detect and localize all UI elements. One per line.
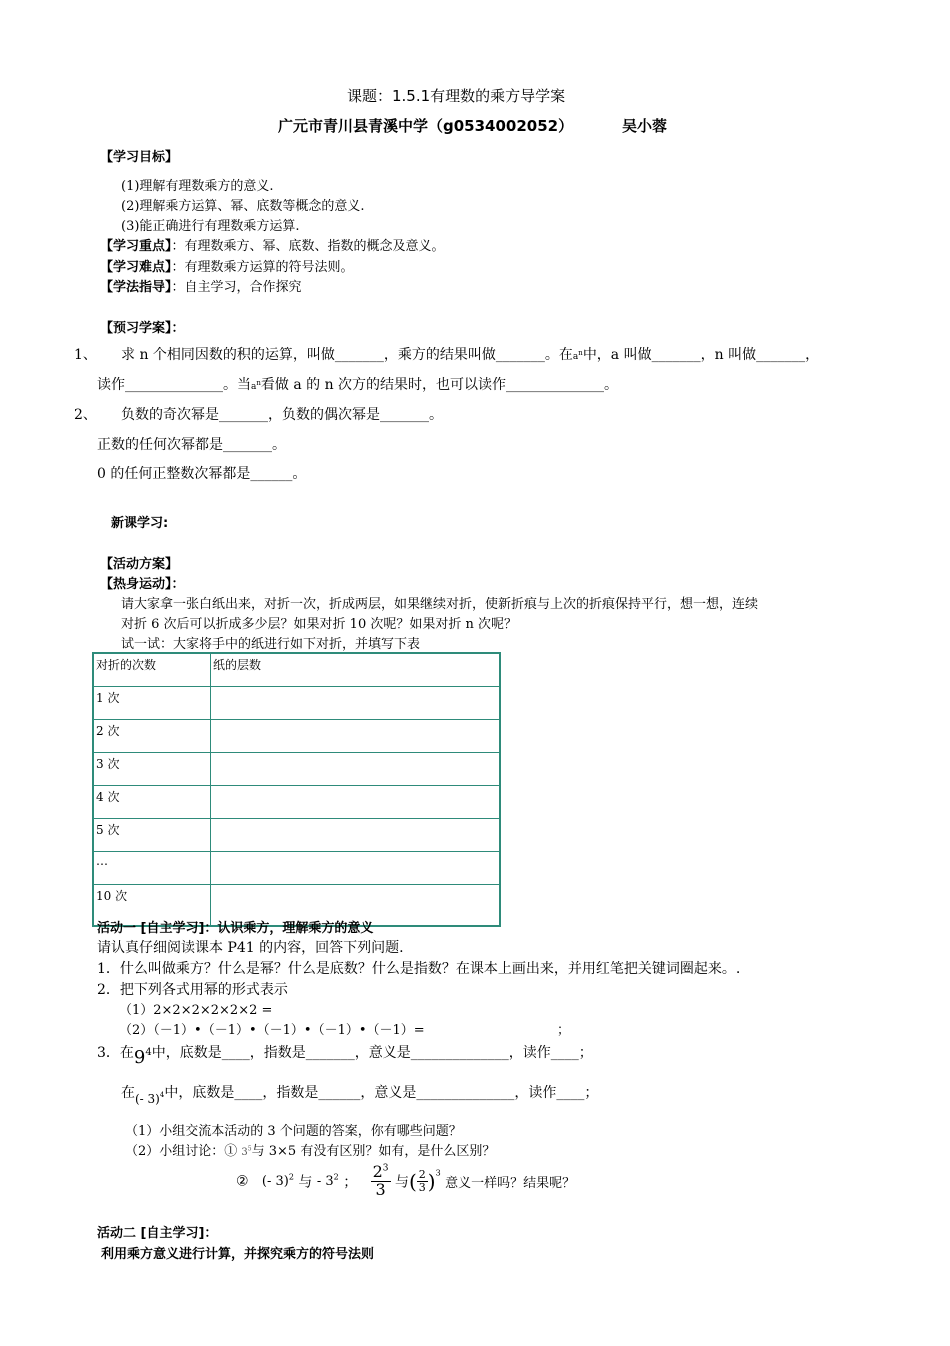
table-row bbox=[93, 786, 500, 819]
question-number: 1、 bbox=[74, 347, 97, 363]
table-cell: 4 次 bbox=[93, 786, 211, 819]
and-word: 与 bbox=[298, 1174, 313, 1191]
table-row bbox=[93, 720, 500, 753]
separator: ； bbox=[343, 1174, 358, 1191]
discussion-1: （1）小组交流本活动的 3 个问题的答案，你有哪些问题？ bbox=[125, 1124, 462, 1139]
table-row bbox=[93, 753, 500, 786]
power-symbol: $a^n$ bbox=[251, 379, 261, 392]
table-cell: 10 次 bbox=[93, 885, 211, 927]
preview-q1-text-c: 读作______________。当 bbox=[97, 377, 251, 393]
difficulty-label: 【学习难点】 bbox=[100, 260, 172, 275]
activity1-q2: 2．把下列各式用幂的形式表示 bbox=[97, 982, 288, 998]
preview-q1-text-d: 看做 a 的 n 次方的结果时，也可以读作______________。 bbox=[260, 377, 619, 393]
q3-prefix: 3．在 bbox=[97, 1045, 134, 1061]
question-number: 2、 bbox=[74, 407, 97, 423]
activity1-q2-1: （1）2×2×2×2×2×2 = bbox=[119, 1003, 273, 1018]
activity2-text: 利用乘方意义进行计算，并探究乘方的符号法则 bbox=[101, 1247, 375, 1262]
activity1-q3 bbox=[97, 1042, 593, 1068]
discussion-2 bbox=[125, 1140, 495, 1159]
activity1-q3b bbox=[121, 1082, 598, 1106]
warmup-heading: 【热身运动】： bbox=[100, 577, 185, 592]
table-cell: 2 次 bbox=[93, 720, 211, 753]
discussion-2-text: 与 3×5 有没有区别？如有，是什么区别？ bbox=[251, 1144, 496, 1159]
author-name: 吴小蓉 bbox=[622, 117, 668, 135]
power-symbol: $a^n$ bbox=[572, 349, 583, 362]
goals-heading: 【学习目标】 bbox=[100, 150, 179, 165]
focus-line bbox=[100, 235, 445, 254]
activity-plan-heading: 【活动方案】 bbox=[100, 557, 179, 572]
table-input-cell[interactable] bbox=[211, 819, 501, 852]
expr-minus-three-sq: - $3^2$ bbox=[316, 1173, 339, 1190]
activity1-heading: 活动一 [自主学习]：认识乘方，理解乘方的意义 bbox=[97, 921, 374, 936]
warmup-paragraph-2: 对折 6 次后可以折成多少层？如果对折 10 次呢？如果对折 n 次呢？ bbox=[121, 617, 517, 632]
method-line bbox=[100, 276, 302, 295]
try-it-text: 试一试：大家将手中的纸进行如下对折，并填写下表 bbox=[121, 637, 421, 652]
expr-neg-three-sq: (- 3)$^2$ bbox=[261, 1173, 294, 1190]
activity1-q1: 1．什么叫做乘方？什么是幂？什么是底数？什么是指数？在课本上画出来，并用红笔把关键词圈起来。. bbox=[97, 961, 741, 977]
table-row bbox=[93, 819, 500, 852]
focus-text: ：有理数乘方、幂、底数、指数的概念及意义。 bbox=[171, 239, 445, 254]
activity2-heading: 活动二 [自主学习]： bbox=[97, 1226, 218, 1241]
table-cell: 5 次 bbox=[93, 819, 211, 852]
power-neg-three: (- 3)$^4$ bbox=[135, 1091, 165, 1106]
fraction-exponent: 3 bbox=[435, 1168, 441, 1178]
goal-item: (1)理解有理数乘方的意义. bbox=[121, 179, 274, 194]
power-nine: $9^4$ bbox=[133, 1047, 152, 1068]
difficulty-text: ：有理数乘方运算的符号法则。 bbox=[171, 260, 354, 275]
focus-label: 【学习重点】 bbox=[100, 239, 172, 254]
q3b-prefix: 在 bbox=[121, 1085, 135, 1101]
table-input-cell[interactable] bbox=[211, 786, 501, 819]
table-cell: 1 次 bbox=[93, 687, 211, 720]
q3b-rest: 中，底数是____，指数是______，意义是______________，读作____； bbox=[164, 1085, 599, 1101]
discussion-3: ② (- 3)$^2$ 与 - $3^2$ ； $\frac{2^3}{3}$ 与( $\frac{2}{3}$ )$^3$ 意义一样吗？结果呢？ bbox=[236, 1162, 576, 1199]
preview-q2-c: 0 的任何正整数次幂都是______。 bbox=[97, 466, 307, 482]
table-header-cell: 纸的层数 bbox=[211, 653, 501, 687]
table-input-cell[interactable] bbox=[211, 852, 501, 885]
preview-q1-text-b: 中，a 叫做_______，n 叫做_______， bbox=[582, 347, 820, 363]
preview-q1-line1 bbox=[121, 344, 819, 364]
fold-table bbox=[92, 652, 501, 927]
fraction-two-thirds: $\frac{2}{3}$ bbox=[418, 1168, 426, 1194]
preview-heading: 【预习学案】： bbox=[100, 321, 185, 336]
activity1-q2-2-end: ； bbox=[557, 1023, 571, 1038]
preview-q1-text-a: 求 n 个相同因数的积的运算，叫做_______，乘方的结果叫做_______。在 bbox=[121, 347, 573, 363]
table-cell: 3 次 bbox=[93, 753, 211, 786]
table-input-cell[interactable] bbox=[211, 687, 501, 720]
school-info: 广元市青川县青溪中学（g0534002052） bbox=[278, 117, 574, 135]
table-row bbox=[93, 852, 500, 885]
new-lesson-heading: 新课学习: bbox=[111, 516, 169, 531]
preview-q2-b: 正数的任何次幂都是_______。 bbox=[97, 437, 286, 453]
discussion-2-prefix: （2）小组讨论：① bbox=[125, 1144, 238, 1159]
activity1-q2-2: （2）（－1）•（－1）•（－1）•（－1）•（－1）= bbox=[119, 1023, 425, 1038]
and-word: 与 bbox=[394, 1174, 409, 1191]
table-header-row bbox=[93, 653, 500, 687]
circle-two-marker: ② bbox=[236, 1173, 249, 1190]
page-title: 课题：1.5.1有理数的乘方导学案 bbox=[347, 87, 566, 105]
warmup-paragraph-1: 请大家拿一张白纸出来，对折一次，折成两层，如果继续对折，使新折痕与上次的折痕保持平行，想一想，连续 bbox=[121, 597, 759, 612]
table-input-cell[interactable] bbox=[211, 753, 501, 786]
activity1-intro: 请认真仔细阅读课本 P41 的内容，回答下列问题. bbox=[97, 940, 404, 956]
preview-q2-a: 负数的奇次幂是_______，负数的偶次幂是_______。 bbox=[121, 407, 443, 423]
table-header-cell: 对折的次数 bbox=[93, 653, 211, 687]
power-three-five: $3^5$ bbox=[241, 1145, 252, 1158]
preview-q1-line2 bbox=[97, 374, 618, 394]
fraction-two-cubed-over-three: $\frac{2^3}{3}$ bbox=[372, 1162, 389, 1199]
method-text: ：自主学习，合作探究 bbox=[171, 280, 302, 295]
table-row bbox=[93, 687, 500, 720]
table-input-cell[interactable] bbox=[211, 720, 501, 753]
discussion-3-text: 意义一样吗？结果呢？ bbox=[445, 1175, 576, 1191]
goal-item: (3)能正确进行有理数乘方运算. bbox=[121, 219, 300, 234]
goal-item: (2)理解乘方运算、幂、底数等概念的意义. bbox=[121, 199, 365, 214]
method-label: 【学法指导】 bbox=[100, 280, 172, 295]
q3-rest: 中，底数是____，指数是_______，意义是______________，读作____； bbox=[151, 1045, 593, 1061]
difficulty-line bbox=[100, 256, 354, 275]
table-cell: … bbox=[93, 852, 211, 885]
